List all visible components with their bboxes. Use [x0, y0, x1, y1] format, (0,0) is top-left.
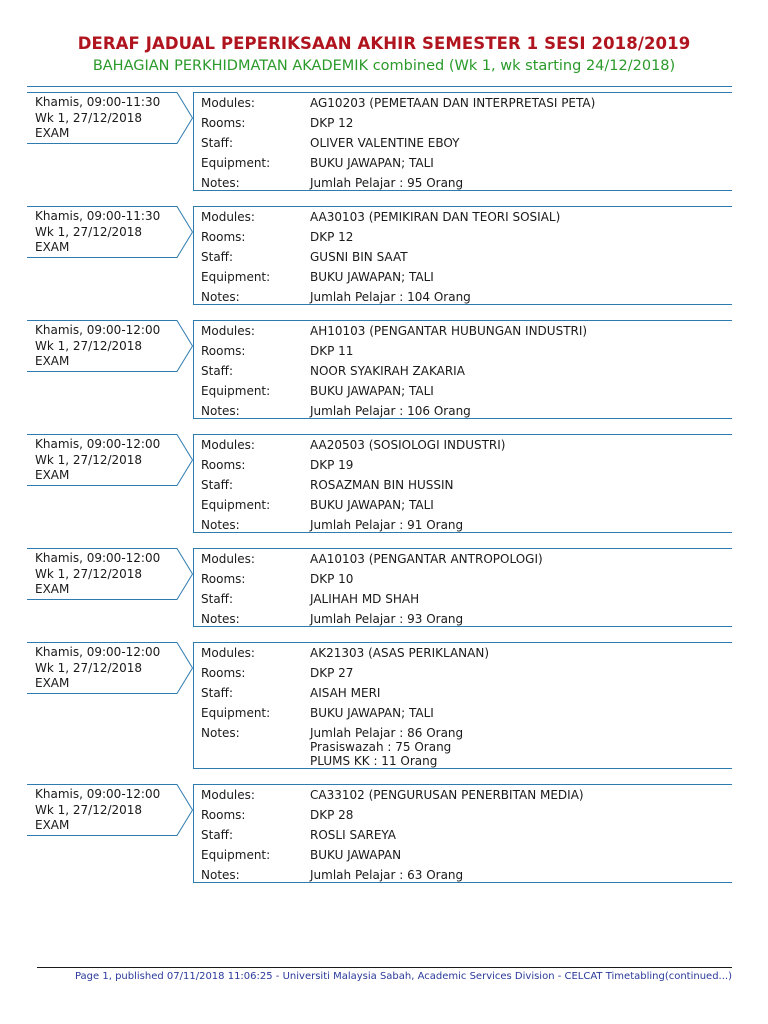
- time-slot-tab: [27, 642, 193, 769]
- modules-row: [194, 788, 732, 802]
- modules-label: Modules:: [201, 646, 255, 660]
- equipment-row: [194, 384, 732, 398]
- time-slot-text: [35, 209, 160, 256]
- time-slot-line: Khamis, 09:00-12:00: [35, 787, 161, 801]
- exam-entry: [0, 92, 768, 206]
- time-slot-line: Wk 1, 27/12/2018: [35, 338, 143, 353]
- exam-details-box: [193, 206, 732, 305]
- modules-value: AG10203 (PEMETAAN DAN INTERPRETASI PETA): [310, 96, 596, 110]
- rooms-value: DKP 11: [310, 344, 354, 358]
- notes-label: Notes:: [201, 404, 240, 418]
- rooms-row: [194, 116, 732, 130]
- equipment-label: Equipment:: [201, 270, 271, 284]
- notes-line: Prasiswazah : 75 Orang: [310, 740, 452, 754]
- time-slot-line: EXAM: [35, 240, 70, 254]
- staff-row: [194, 686, 732, 700]
- rooms-label: Rooms:: [201, 116, 246, 130]
- modules-label: Modules:: [201, 96, 255, 110]
- modules-row: [194, 646, 732, 660]
- time-slot-line: EXAM: [35, 468, 70, 482]
- rooms-value: DKP 27: [310, 666, 354, 680]
- notes-line: Jumlah Pelajar : 91 Orang: [310, 518, 464, 532]
- rooms-label: Rooms:: [201, 458, 246, 472]
- rooms-label: Rooms:: [201, 666, 246, 680]
- time-slot-line: Wk 1, 27/12/2018: [35, 110, 143, 125]
- time-slot-line: Khamis, 09:00-12:00: [35, 645, 161, 659]
- exam-entry: [0, 642, 768, 784]
- staff-row: [194, 250, 732, 264]
- notes-line: Jumlah Pelajar : 106 Orang: [310, 404, 471, 418]
- rooms-row: [194, 458, 732, 472]
- modules-value: AK21303 (ASAS PERIKLANAN): [310, 646, 490, 660]
- modules-label: Modules:: [201, 788, 255, 802]
- staff-value: OLIVER VALENTINE EBOY: [310, 136, 460, 150]
- rooms-value: DKP 12: [310, 116, 354, 130]
- modules-label: Modules:: [201, 210, 255, 224]
- modules-value: AA10103 (PENGANTAR ANTROPOLOGI): [310, 552, 543, 566]
- modules-row: [194, 210, 732, 224]
- staff-value: JALIHAH MD SHAH: [310, 592, 420, 606]
- exam-details-box: [193, 784, 732, 883]
- rooms-label: Rooms:: [201, 572, 246, 586]
- exam-entry: [0, 320, 768, 434]
- time-slot-tab: [27, 548, 193, 627]
- modules-row: [194, 552, 732, 566]
- staff-row: [194, 478, 732, 492]
- time-slot-line: EXAM: [35, 676, 70, 690]
- notes-label: Notes:: [201, 612, 240, 626]
- time-slot-text: [35, 645, 160, 692]
- notes-row: [194, 612, 732, 626]
- time-slot-text: [35, 323, 160, 370]
- time-slot-text: [35, 437, 160, 484]
- rooms-row: [194, 344, 732, 358]
- equipment-value: BUKU JAWAPAN; TALI: [310, 706, 434, 720]
- staff-label: Staff:: [201, 686, 233, 700]
- time-slot-line: Wk 1, 27/12/2018: [35, 566, 143, 581]
- time-slot-line: Wk 1, 27/12/2018: [35, 224, 143, 239]
- notes-label: Notes:: [201, 518, 240, 532]
- notes-value: [310, 518, 732, 532]
- staff-value: ROSLI SAREYA: [310, 828, 397, 842]
- staff-value: GUSNI BIN SAAT: [310, 250, 408, 264]
- staff-row: [194, 592, 732, 606]
- notes-line: Jumlah Pelajar : 93 Orang: [310, 612, 464, 626]
- time-slot-tab: [27, 320, 193, 419]
- exam-details-box: [193, 642, 732, 769]
- notes-row: [194, 868, 732, 882]
- notes-row: [194, 518, 732, 532]
- notes-line: Jumlah Pelajar : 104 Orang: [310, 290, 471, 304]
- notes-label: Notes:: [201, 868, 240, 882]
- time-slot-line: Khamis, 09:00-12:00: [35, 551, 161, 565]
- exam-entry: [0, 206, 768, 320]
- notes-row: [194, 290, 732, 304]
- notes-row: [194, 176, 732, 190]
- staff-label: Staff:: [201, 364, 233, 378]
- modules-label: Modules:: [201, 324, 255, 338]
- notes-row: [194, 726, 732, 768]
- notes-value: [310, 290, 732, 304]
- equipment-value: BUKU JAWAPAN; TALI: [310, 156, 434, 170]
- exam-details-box: [193, 92, 732, 191]
- notes-row: [194, 404, 732, 418]
- rooms-value: DKP 10: [310, 572, 354, 586]
- rooms-value: DKP 12: [310, 230, 354, 244]
- notes-line: PLUMS KK : 11 Orang: [310, 754, 438, 768]
- notes-value: [310, 726, 732, 768]
- notes-value: [310, 612, 732, 626]
- modules-row: [194, 96, 732, 110]
- equipment-row: [194, 848, 732, 862]
- time-slot-line: Khamis, 09:00-12:00: [35, 437, 161, 451]
- notes-value: [310, 868, 732, 882]
- equipment-label: Equipment:: [201, 848, 271, 862]
- page-subtitle: BAHAGIAN PERKHIDMATAN AKADEMIK combined (Wk 1, wk starting 24/12/2018): [92, 58, 676, 74]
- staff-row: [194, 364, 732, 378]
- time-slot-text: [35, 95, 160, 142]
- time-slot-line: Khamis, 09:00-11:30: [35, 95, 161, 109]
- page-footer: Page 1, published 07/11/2018 11:06:25 - Universiti Malaysia Sabah, Academic Services Division - CELCAT Timetabling(continued...): [74, 971, 732, 982]
- staff-value: NOOR SYAKIRAH ZAKARIA: [310, 364, 465, 378]
- equipment-row: [194, 706, 732, 720]
- rooms-label: Rooms:: [201, 808, 246, 822]
- rooms-row: [194, 572, 732, 586]
- header-rule: [27, 86, 732, 87]
- time-slot-line: EXAM: [35, 354, 70, 368]
- rooms-value: DKP 28: [310, 808, 354, 822]
- time-slot-line: Wk 1, 27/12/2018: [35, 802, 143, 817]
- footer-rule: [37, 967, 732, 968]
- notes-label: Notes:: [201, 290, 240, 304]
- equipment-row: [194, 270, 732, 284]
- exam-details-box: [193, 320, 732, 419]
- time-slot-line: EXAM: [35, 582, 70, 596]
- modules-label: Modules:: [201, 552, 255, 566]
- modules-value: AH10103 (PENGANTAR HUBUNGAN INDUSTRI): [310, 324, 588, 338]
- staff-row: [194, 136, 732, 150]
- time-slot-tab: [27, 92, 193, 191]
- exam-entries: [0, 92, 768, 898]
- time-slot-line: Wk 1, 27/12/2018: [35, 660, 143, 675]
- equipment-value: BUKU JAWAPAN; TALI: [310, 498, 434, 512]
- staff-value: AISAH MERI: [310, 686, 381, 700]
- equipment-label: Equipment:: [201, 706, 271, 720]
- modules-value: AA20503 (SOSIOLOGI INDUSTRI): [310, 438, 506, 452]
- staff-label: Staff:: [201, 136, 233, 150]
- equipment-value: BUKU JAWAPAN; TALI: [310, 384, 434, 398]
- time-slot-line: Khamis, 09:00-12:00: [35, 323, 161, 337]
- exam-entry: [0, 784, 768, 898]
- notes-value: [310, 176, 732, 190]
- time-slot-text: [35, 551, 160, 598]
- notes-value: [310, 404, 732, 418]
- staff-label: Staff:: [201, 250, 233, 264]
- modules-label: Modules:: [201, 438, 255, 452]
- time-slot-line: EXAM: [35, 818, 70, 832]
- exam-entry: [0, 434, 768, 548]
- equipment-row: [194, 498, 732, 512]
- equipment-value: BUKU JAWAPAN; TALI: [310, 270, 434, 284]
- modules-row: [194, 438, 732, 452]
- rooms-label: Rooms:: [201, 230, 246, 244]
- equipment-label: Equipment:: [201, 498, 271, 512]
- rooms-value: DKP 19: [310, 458, 354, 472]
- equipment-row: [194, 156, 732, 170]
- exam-details-box: [193, 434, 732, 533]
- modules-value: AA30103 (PEMIKIRAN DAN TEORI SOSIAL): [310, 210, 561, 224]
- notes-line: Jumlah Pelajar : 86 Orang: [310, 726, 464, 740]
- notes-label: Notes:: [201, 176, 240, 190]
- equipment-label: Equipment:: [201, 384, 271, 398]
- time-slot-tab: [27, 784, 193, 883]
- notes-line: Jumlah Pelajar : 95 Orang: [310, 176, 464, 190]
- rooms-label: Rooms:: [201, 344, 246, 358]
- staff-label: Staff:: [201, 828, 233, 842]
- exam-entry: [0, 548, 768, 642]
- equipment-label: Equipment:: [201, 156, 271, 170]
- notes-line: Jumlah Pelajar : 63 Orang: [310, 868, 464, 882]
- time-slot-line: Wk 1, 27/12/2018: [35, 452, 143, 467]
- modules-value: CA33102 (PENGURUSAN PENERBITAN MEDIA): [310, 788, 584, 802]
- rooms-row: [194, 230, 732, 244]
- time-slot-line: Khamis, 09:00-11:30: [35, 209, 161, 223]
- time-slot-text: [35, 787, 160, 834]
- equipment-value: BUKU JAWAPAN: [310, 848, 402, 862]
- exam-details-box: [193, 548, 732, 627]
- time-slot-line: EXAM: [35, 126, 70, 140]
- modules-row: [194, 324, 732, 338]
- staff-label: Staff:: [201, 592, 233, 606]
- notes-label: Notes:: [201, 726, 240, 740]
- time-slot-tab: [27, 434, 193, 533]
- page-title: DERAF JADUAL PEPERIKSAAN AKHIR SEMESTER 1 SESI 2018/2019: [77, 34, 691, 53]
- time-slot-tab: [27, 206, 193, 305]
- staff-row: [194, 828, 732, 842]
- staff-value: ROSAZMAN BIN HUSSIN: [310, 478, 454, 492]
- staff-label: Staff:: [201, 478, 233, 492]
- rooms-row: [194, 666, 732, 680]
- rooms-row: [194, 808, 732, 822]
